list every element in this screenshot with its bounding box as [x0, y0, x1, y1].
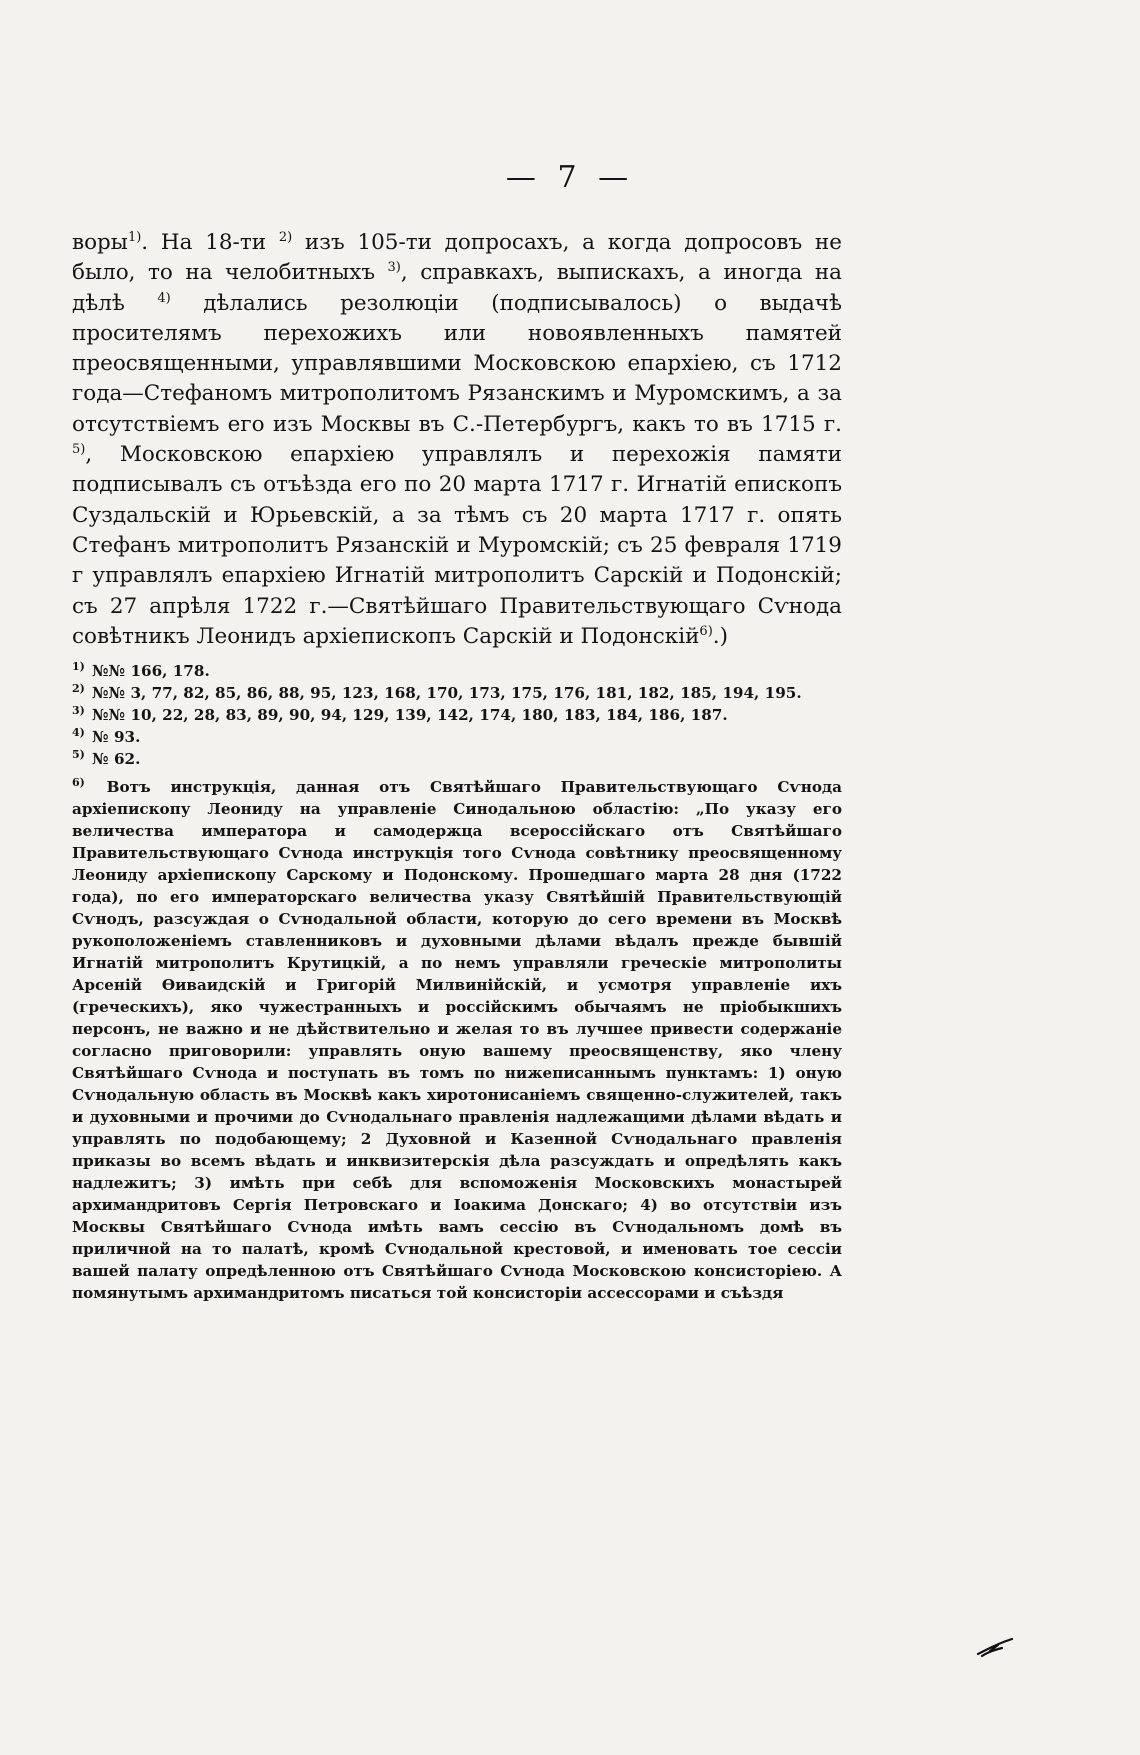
footnote-text: № 93. — [92, 728, 141, 746]
main-paragraph — [72, 228, 842, 652]
footnote-6-instruction — [72, 776, 842, 1304]
footnote-number: 2) — [72, 681, 85, 695]
main-text-part-1: воры — [72, 230, 128, 255]
footnote-text: № 62. — [92, 750, 141, 768]
main-text-part-4: , справкахъ, выпискахъ, а иногда на дѣлѣ — [72, 260, 842, 316]
footnote-marker-3: 3) — [387, 260, 401, 276]
footnote-marker-1: 1) — [127, 229, 142, 245]
footnote-number: 6) — [72, 775, 85, 789]
footnote-3 — [72, 704, 842, 726]
footnote-number: 1) — [72, 659, 85, 673]
footnote-5 — [72, 748, 842, 770]
footnote-text: №№ 166, 178. — [92, 662, 210, 680]
footnote-marker-5: 5) — [72, 441, 86, 457]
footnote-marker-2: 2) — [278, 229, 293, 245]
footnote-4 — [72, 726, 842, 748]
footnote-marker-6: 6) — [699, 623, 713, 639]
main-text-part-2: . На 18-ти — [141, 230, 279, 255]
ink-flourish-mark — [976, 1636, 1016, 1658]
main-text-part-7: .) — [712, 623, 728, 649]
main-text-part-6: , Московскою епархіею управлялъ и перехожія памяти подписывалъ съ отъѣзда его по 20 марта 1717 г. Игнатій епископъ Суздальскій и Юрьевскій, а за тѣмъ съ 20 марта 1717 г. опять Стефанъ митрополитъ Рязанскій и Муромскій; съ 25 февраля 1719 г управлялъ епархіею Игнатій митрополитъ Сарскій и Подонскій; съ 27 апрѣля 1722 г.—Святѣйшаго Правительствующаго Сѵнода совѣтникъ Леонидъ архіепископъ Сарскій и Подонскій — [72, 442, 842, 649]
main-text-part-5: дѣлались резолюціи (подписывалось) о выдачѣ просителямъ перехожихъ или новоявленныхъ памятей преосвященными, управлявшими Московскою епархіею, съ 1712 года—Стефаномъ митрополитомъ Рязанскимъ и Муромскимъ, а за отсутствіемъ его изъ Москвы въ С.-Петербургъ, какъ то въ 1715 г. — [72, 290, 842, 437]
footnote-text: №№ 3, 77, 82, 85, 86, 88, 95, 123, 168, 170, 173, 175, 176, 181, 182, 185, 194, 195. — [92, 684, 802, 702]
footnote-text: №№ 10, 22, 28, 83, 89, 90, 94, 129, 139, 142, 174, 180, 183, 184, 186, 187. — [92, 706, 728, 724]
footnote-text: Вотъ инструкція, данная отъ Святѣйшаго Правительствующаго Сѵнода архіепископу Леониду на управленіе Синодальною областію: „По указу его величества императора и самодержца всероссійскаго отъ Святѣйшаго Правительствующаго Сѵнода инструкція того Сѵнода совѣтнику преосвященному Леониду архіепископу Сарскому и Подонскому. Прошедшаго марта 28 дня (1722 года), по его императорскаго величества указу Святѣйшій Правительствующій Сѵнодъ, разсуждая о Сѵнодальной области, которую до сего времени въ Москвѣ рукоположеніемъ ставленниковъ и духовными дѣлами вѣдалъ прежде бывшій Игнатій митрополитъ Крутицкій, а по немъ управляли греческіе митрополиты Арсеній Ѳиваидскій и Григорій Милвинійскій, и усмотря управленіе ихъ (греческихъ), яко чужестранныхъ и россійскимъ обычаямъ не пріобыкшихъ персонъ, не важно и не дѣйствительно и желая то въ лучшее привести содержаніе согласно приговорили: управлять оную вашему преосвященству, яко члену Святѣйшаго Сѵнода и поступать въ томъ по нижеписаннымъ пунктамъ: 1) оную Сѵнодальную область въ Москвѣ какъ хиротонисаніемъ священно-служителей, такъ и духовными и прочими до Сѵнодальнаго правленія надлежащими дѣлами вѣдать и управлять по подобающему; 2 Духовной и Казенной Сѵнодальнаго правленія приказы во всемъ вѣдать и инквизитерскія дѣла разсуждать и опредѣлять какъ надлежитъ; 3) имѣть при себѣ для вспоможенія Московскихъ монастырей архимандритовъ Сергія Петровскаго и Іоакима Донскаго; 4) во отсутствіи изъ Москвы Святѣйшаго Сѵнода имѣть вамъ сессію въ Сѵнодальномъ домѣ въ приличной на то палатѣ, кромѣ Сѵнодальной крестовой, и именовать тое сессіи вашей палату опредѣленною отъ Святѣйшаго Сѵнода Московскою консисторіею. А помянутымъ архимандритомъ писаться той консисторіи ассессорами и съѣздя — [72, 778, 842, 1302]
footnotes — [72, 660, 842, 1304]
footnote-number: 4) — [72, 725, 85, 739]
footnote-number: 5) — [72, 747, 85, 761]
page-number: — 7 — — [505, 160, 635, 195]
footnote-2 — [72, 682, 842, 704]
footnote-number: 3) — [72, 703, 85, 717]
footnote-1 — [72, 660, 842, 682]
main-text-part-3: изъ 105-ти допросахъ, а когда допросовъ не было, то на челобитныхъ — [72, 230, 842, 286]
footnote-marker-4: 4) — [157, 290, 171, 306]
